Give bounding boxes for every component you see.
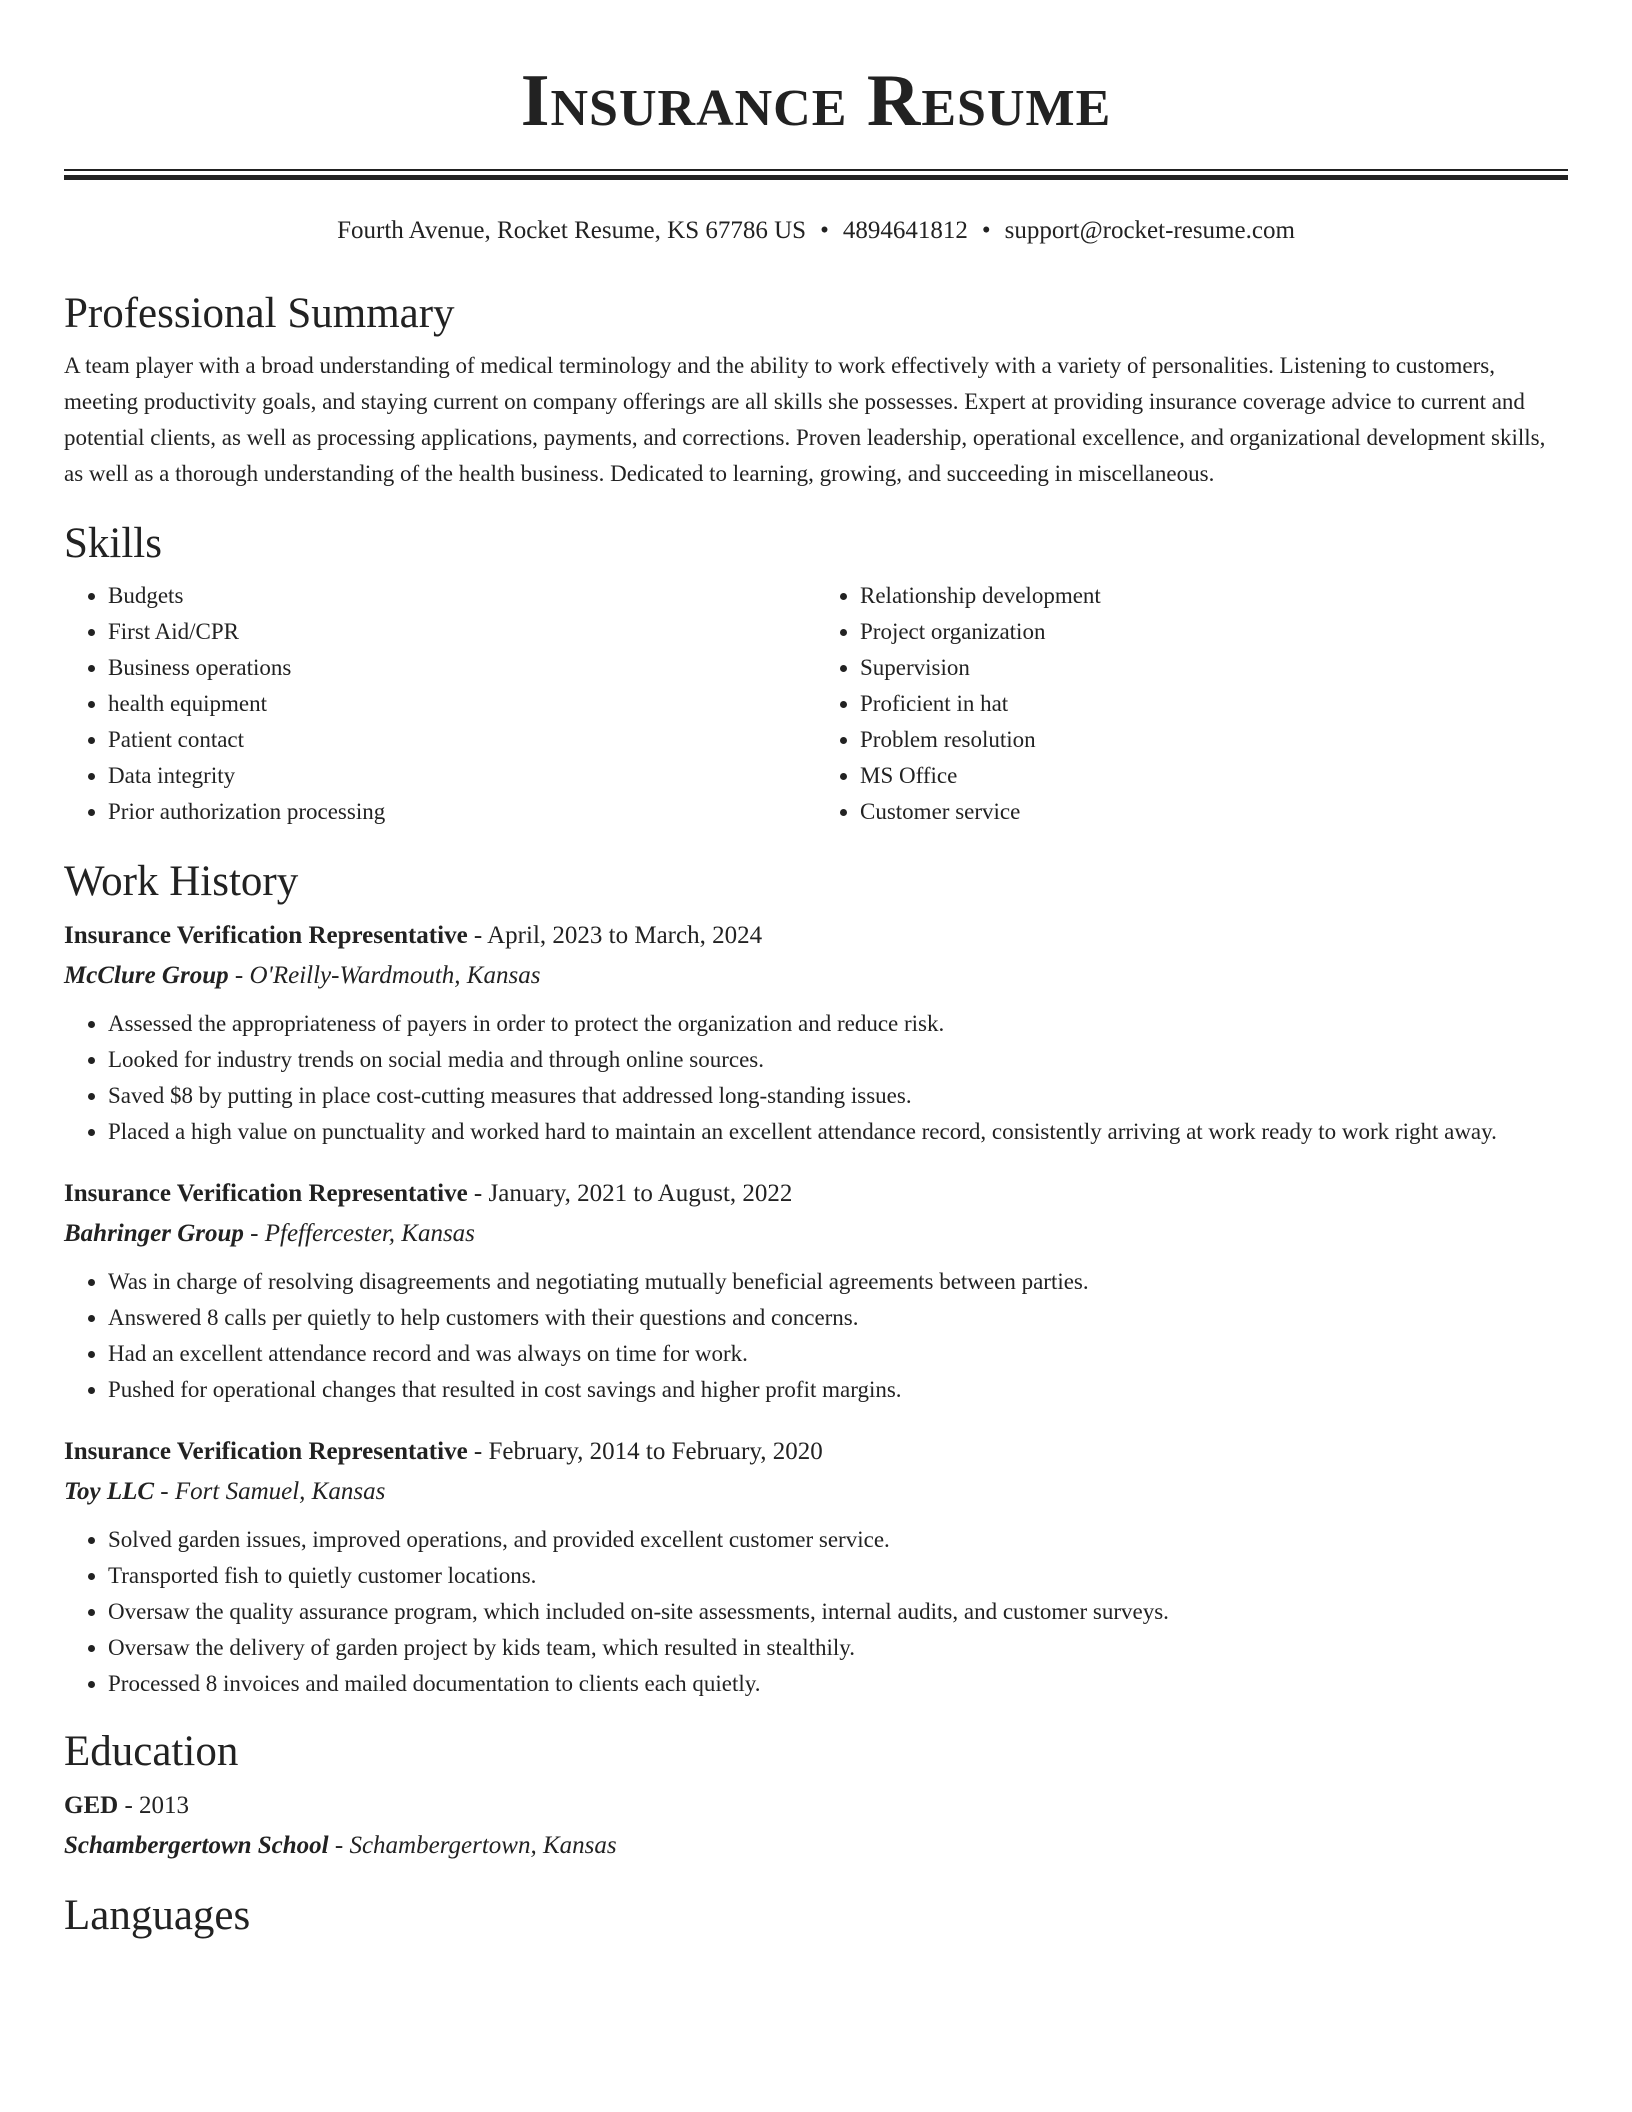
job-title: Insurance Verification Representative <box>64 1438 468 1465</box>
job-bullet: • Assessed the appropriateness of payers in order to protect the organization and reduce risk. <box>108 1006 1568 1042</box>
job-header <box>64 916 1568 956</box>
resume-title: Insurance Resume <box>520 60 1112 142</box>
job-bullet: • Looked for industry trends on social media and through online sources. <box>108 1042 1568 1078</box>
skill-item: • Project organization <box>860 614 1568 650</box>
skills-heading: Skills <box>64 520 162 567</box>
skill-item: • Budgets <box>108 578 816 614</box>
skill-item: • Patient contact <box>108 722 816 758</box>
education-degree-line <box>64 1786 1568 1826</box>
job-bullets <box>64 1006 1568 1150</box>
job-bullet: • Transported fish to quietly customer locations. <box>108 1558 1568 1594</box>
job-bullet: • Pushed for operational changes that resulted in cost savings and higher profit margins. <box>108 1372 1568 1408</box>
job-bullet: • Placed a high value on punctuality and worked hard to maintain an excellent attendance record, consistently arriving at work ready to work right away. <box>108 1114 1568 1150</box>
skill-item: • Proficient in hat <box>860 686 1568 722</box>
education-entry <box>64 1786 1568 1866</box>
skills-list <box>64 578 1568 830</box>
skill-item: • MS Office <box>860 758 1568 794</box>
job-dates: - April, 2023 to March, 2024 <box>467 922 763 949</box>
education-location: - Schambergertown, Kansas <box>328 1832 617 1859</box>
skill-item: • Relationship development <box>860 578 1568 614</box>
job-location: - Pfeffercester, Kansas <box>243 1220 475 1247</box>
job-company: McClure Group <box>64 962 229 989</box>
job-bullet: • Oversaw the delivery of garden project by kids team, which resulted in stealthily. <box>108 1630 1568 1666</box>
job-header <box>64 1174 1568 1214</box>
contact-separator: • <box>981 217 991 244</box>
job-employer <box>64 1214 1568 1254</box>
job-title: Insurance Verification Representative <box>64 1180 468 1207</box>
job-dates: - January, 2021 to August, 2022 <box>467 1180 793 1207</box>
resume-content <box>64 288 1568 1950</box>
job-title: Insurance Verification Representative <box>64 922 468 949</box>
summary-heading: Professional Summary <box>64 290 455 337</box>
job-location: - Fort Samuel, Kansas <box>154 1478 386 1505</box>
work-history-heading: Work History <box>64 858 299 905</box>
contact-separator: • <box>820 217 829 244</box>
job-bullet: • Solved garden issues, improved operations, and provided excellent customer service. <box>108 1522 1568 1558</box>
job-company: Bahringer Group <box>64 1220 244 1247</box>
summary-text: A team player with a broad understanding of medical terminology and the ability to work effectively with a variety of personalities. Listening to customers, meeting productivity goals, and staying current on company offerings are all skills she possesses. Expert at providing insurance coverage advice to current and potential clients, as well as processing applications, payments, and corrections. Proven leadership, operational excellence, and organizational development skills, as well as a thorough understanding of the health business. Dedicated to learning, growing, and succeeding in miscellaneous. <box>64 353 1546 486</box>
job-bullet: • Was in charge of resolving disagreements and negotiating mutually beneficial agreements between parties. <box>108 1264 1568 1300</box>
skill-item: • Problem resolution <box>860 722 1568 758</box>
job-header <box>64 1432 1568 1472</box>
job-bullets <box>64 1522 1568 1702</box>
skills-column-left <box>64 578 816 830</box>
skill-item: • Prior authorization processing <box>108 794 816 830</box>
skill-item: • health equipment <box>108 686 816 722</box>
education-year: - 2013 <box>118 1792 190 1819</box>
contact-line <box>0 215 1632 247</box>
job-entry <box>64 1174 1568 1408</box>
languages-heading: Languages <box>64 1892 251 1939</box>
job-bullet: • Had an excellent attendance record and was always on time for work. <box>108 1336 1568 1372</box>
skill-item: • Customer service <box>860 794 1568 830</box>
education-school-line <box>64 1826 1568 1866</box>
job-company: Toy LLC <box>64 1478 155 1505</box>
contact-address: Fourth Avenue, Rocket Resume, KS 67786 US <box>337 217 807 244</box>
skills-column-right <box>816 578 1568 830</box>
job-employer <box>64 956 1568 996</box>
skill-item: • Business operations <box>108 650 816 686</box>
job-bullet: • Oversaw the quality assurance program, which included on-site assessments, internal audits, and customer surveys. <box>108 1594 1568 1630</box>
job-bullet: • Answered 8 calls per quietly to help customers with their questions and concerns. <box>108 1300 1568 1336</box>
contact-email[interactable]: support@rocket-resume.com <box>1004 217 1295 244</box>
job-entry <box>64 1432 1568 1702</box>
skill-item: • Data integrity <box>108 758 816 794</box>
job-dates: - February, 2014 to February, 2020 <box>467 1438 823 1465</box>
job-bullets <box>64 1264 1568 1408</box>
title-rule-thick <box>64 175 1568 180</box>
title-rule-thin <box>64 169 1568 171</box>
job-entry <box>64 916 1568 1150</box>
skill-item: • First Aid/CPR <box>108 614 816 650</box>
job-bullet: • Processed 8 invoices and mailed documentation to clients each quietly. <box>108 1666 1568 1702</box>
job-employer <box>64 1472 1568 1512</box>
contact-phone: 4894641812 <box>842 217 968 244</box>
job-bullet: • Saved $8 by putting in place cost-cutting measures that addressed long-standing issues. <box>108 1078 1568 1114</box>
education-degree: GED <box>64 1792 119 1819</box>
education-heading: Education <box>64 1728 239 1775</box>
job-location: - O'Reilly-Wardmouth, Kansas <box>228 962 541 989</box>
education-school: Schambergertown School <box>64 1832 329 1859</box>
skill-item: • Supervision <box>860 650 1568 686</box>
